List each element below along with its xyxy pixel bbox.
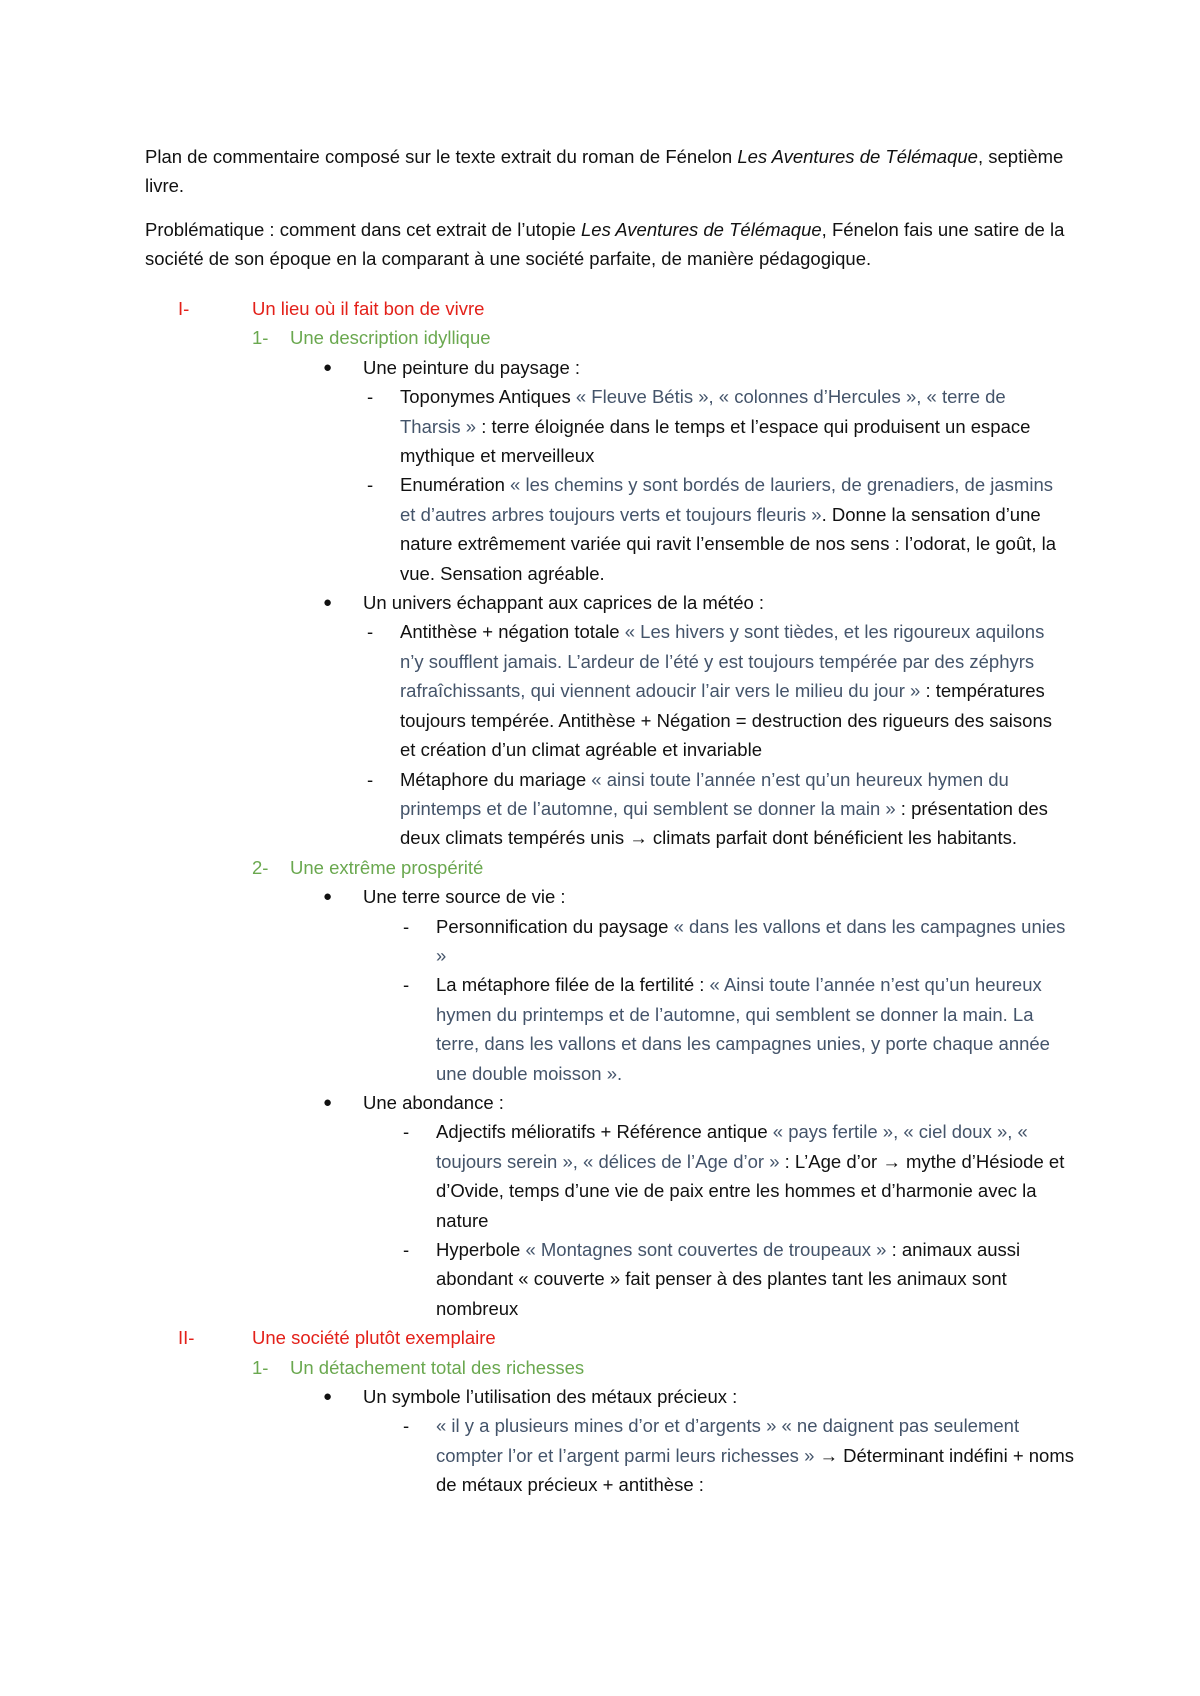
quotation: « Les hivers y sont tièdes, et les rigoureux aquilons n’y soufflent jamais. L’ardeur de l’été y est toujours tempérée par des zéphyrs rafraîchissants, qui viennent adoucir l’air vers le milieu du jour »: [400, 621, 1045, 702]
quotation: « Montagnes sont couvertes de troupeaux »: [525, 1239, 887, 1260]
section-heading: [0, 1353, 1200, 1382]
part-title: Une société plutôt exemplaire: [252, 1327, 496, 1349]
dash-item: [0, 912, 1200, 971]
bullet-icon: ●: [323, 358, 333, 376]
dash-icon: -: [403, 1415, 410, 1437]
bullet-icon: ●: [323, 888, 333, 906]
dash-text: Toponymes Antiques « Fleuve Bétis », « colonnes d’Hercules », « terre de Tharsis » : terre éloignée dans le temps et l’espace qui produisent un espace mythique et merveilleux: [400, 386, 1031, 467]
section-heading: [0, 323, 1200, 352]
book-title: Les Aventures de Télémaque: [737, 146, 978, 167]
dash-text: Hyperbole « Montagnes sont couvertes de troupeaux » : animaux aussi abondant « couverte » fait penser à des plantes tant les animaux sont nombreux: [436, 1239, 1021, 1319]
dash-item: [0, 382, 1200, 470]
quotation: « Fleuve Bétis », « colonnes d’Hercules », « terre de Tharsis »: [400, 386, 1006, 437]
intro-suffix: , septième livre.: [145, 146, 1064, 197]
dash-icon: -: [403, 974, 410, 996]
dash-item: [0, 470, 1200, 588]
bullet-label: Un symbole l’utilisation des métaux précieux :: [363, 1386, 738, 1408]
quotation: « les chemins y sont bordés de lauriers, de grenadiers, de jasmins et d’autres arbres toujours verts et toujours fleuris »: [400, 474, 1053, 525]
dash-text: Personnification du paysage « dans les vallons et dans les campagnes unies »: [436, 915, 1066, 966]
arrow-icon: →: [629, 827, 648, 849]
bullet-item: [0, 1088, 1200, 1117]
part-number: II-: [178, 1327, 195, 1349]
quotation: « dans les vallons et dans les campagnes unies »: [436, 915, 1066, 966]
dash-icon: -: [367, 474, 374, 496]
dash-text: Antithèse + négation totale « Les hivers y sont tièdes, et les rigoureux aquilons n’y soufflent jamais. L’ardeur de l’été y est toujours tempérée par des zéphyrs rafraîchissants, qui viennent adoucir l’air vers le milieu du jour » : températures toujours tempérée. Antithèse + Négation = destruction des rigueurs des saisons et création d’un climat agréable et invariable: [400, 621, 1052, 761]
section-number: 2-: [252, 856, 269, 878]
quotation: « il y a plusieurs mines d’or et d’argents » « ne daignent pas seulement compter l’or et l’argent parmi leurs richesses »: [436, 1415, 1020, 1466]
dash-icon: -: [403, 915, 410, 937]
dash-item: [0, 970, 1200, 1088]
problematic-text: Problématique : comment dans cet extrait de l’utopie: [145, 219, 582, 240]
dash-text: Adjectifs mélioratifs + Référence antique « pays fertile », « ciel doux », « toujours serein », « délices de l’Age d’or » : L’Age d’or → mythe d’Hésiode et d’Ovide, temps d’une vie de paix entre les hommes et d’harmonie avec la nature: [436, 1121, 1065, 1231]
dash-text: La métaphore filée de la fertilité : « Ainsi toute l’année n’est qu’un heureux hymen du printemps et de l’automne, qui semblent se donner la main. La terre, dans les vallons et dans les campagnes unies, y porte chaque année une double moisson ».: [436, 974, 1050, 1084]
section-number: 1-: [252, 1356, 269, 1378]
dash-icon: -: [367, 768, 374, 790]
section-number: 1-: [252, 327, 269, 349]
bullet-icon: ●: [323, 1093, 333, 1111]
dash-item: [0, 617, 1200, 764]
dash-item: [0, 765, 1200, 853]
dash-text: « il y a plusieurs mines d’or et d’argents » « ne daignent pas seulement compter l’or et l’argent parmi leurs richesses » → Déterminant indéfini + noms de métaux précieux + antithèse :: [436, 1415, 1075, 1496]
arrow-icon: →: [882, 1150, 901, 1172]
bullet-item: [0, 1382, 1200, 1411]
dash-text: Enumération « les chemins y sont bordés de lauriers, de grenadiers, de jasmins et d’autres arbres toujours verts et toujours fleuris ». Donne la sensation d’une nature extrêmement variée qui ravit l’ensemble de nos sens : l’odorat, le goût, la vue. Sensation agréable.: [400, 474, 1057, 584]
part-number: I-: [178, 298, 190, 319]
book-title: Les Aventures de Télémaque: [581, 219, 822, 240]
dash-icon: -: [367, 621, 374, 643]
dash-icon: -: [403, 1121, 410, 1143]
bullet-item: [0, 882, 1200, 911]
dash-item: [0, 1411, 1200, 1499]
dash-icon: -: [367, 386, 374, 408]
bullet-icon: ●: [323, 1388, 333, 1406]
dash-icon: -: [403, 1239, 410, 1260]
part-heading: [0, 294, 1200, 323]
section-title: Une extrême prospérité: [290, 856, 484, 878]
problematic-paragraph: [145, 215, 1075, 274]
section-heading: [0, 853, 1200, 882]
arrow-icon: →: [819, 1444, 839, 1466]
section-title: Une description idyllique: [290, 327, 491, 349]
quotation: « Ainsi toute l’année n’est qu’un heureux hymen du printemps et de l’automne, qui semblent se donner la main. La terre, dans les vallons et dans les campagnes unies, y porte chaque année une double moisson »: [436, 974, 1050, 1084]
intro-paragraph: [145, 142, 1075, 201]
bullet-label: Une abondance :: [363, 1091, 504, 1113]
bullet-label: Un univers échappant aux caprices de la météo :: [363, 592, 765, 614]
intro-text: Plan de commentaire composé sur le texte extrait du roman de Fénelon: [145, 146, 738, 167]
part-title: Un lieu où il fait bon de vivre: [252, 298, 485, 319]
problematic-suffix: , Fénelon fais une satire de la société de son époque en la comparant à une société parfaite, de manière pédagogique.: [145, 219, 1065, 270]
dash-item: [0, 1235, 1200, 1323]
quotation: « ainsi toute l’année n’est qu’un heureux hymen du printemps et de l’automne, qui semblent se donner la main »: [400, 768, 1009, 819]
outline: [0, 294, 1200, 1500]
dash-text: Métaphore du mariage « ainsi toute l’année n’est qu’un heureux hymen du printemps et de l’automne, qui semblent se donner la main » : présentation des deux climats tempérés unis → climats parfait dont bénéficient les habitants.: [400, 768, 1048, 849]
quotation: « pays fertile », « ciel doux », « toujours serein », « délices de l’Age d’or »: [436, 1121, 1028, 1172]
dash-item: [0, 1117, 1200, 1235]
bullet-icon: ●: [323, 594, 333, 612]
bullet-label: Une peinture du paysage :: [363, 356, 581, 378]
bullet-item: [0, 588, 1200, 617]
section-title: Un détachement total des richesses: [290, 1356, 585, 1378]
bullet-item: [0, 353, 1200, 382]
bullet-label: Une terre source de vie :: [363, 886, 566, 908]
part-heading: [0, 1323, 1200, 1352]
